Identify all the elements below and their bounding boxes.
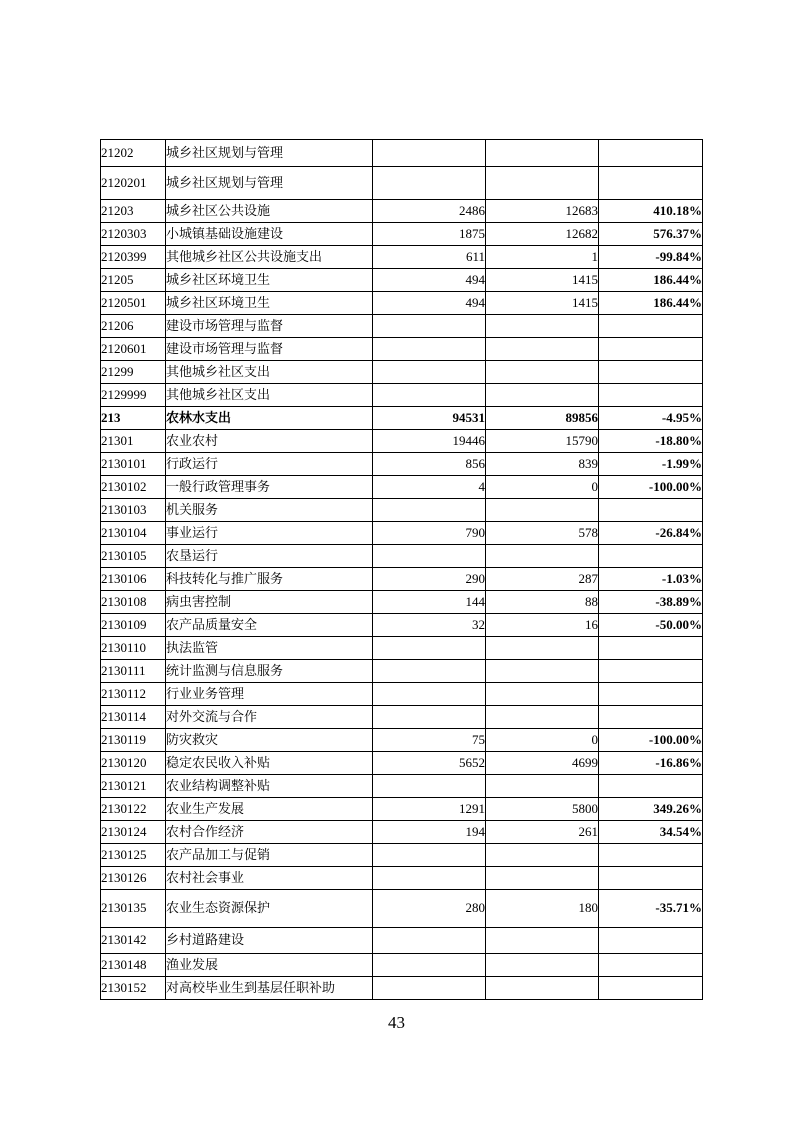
- code-cell: 2130124: [101, 821, 166, 844]
- table-row: [101, 977, 703, 1000]
- table-row: [101, 706, 703, 729]
- table-row: [101, 752, 703, 775]
- prev-value-cell: 856: [373, 453, 486, 476]
- pct-change-cell: -35.71%: [599, 890, 703, 928]
- code-cell: 21202: [101, 140, 166, 167]
- prev-value-cell: [373, 660, 486, 683]
- pct-change-cell: -99.84%: [599, 246, 703, 269]
- prev-value-cell: 4: [373, 476, 486, 499]
- code-cell: 2130142: [101, 928, 166, 954]
- code-cell: 2130112: [101, 683, 166, 706]
- pct-change-cell: [599, 977, 703, 1000]
- pct-change-cell: 186.44%: [599, 292, 703, 315]
- pct-change-cell: [599, 499, 703, 522]
- curr-value-cell: 88: [486, 591, 599, 614]
- pct-change-cell: -38.89%: [599, 591, 703, 614]
- curr-value-cell: 0: [486, 476, 599, 499]
- pct-change-cell: [599, 683, 703, 706]
- curr-value-cell: [486, 660, 599, 683]
- pct-change-cell: -100.00%: [599, 729, 703, 752]
- item-name-cell: 农村社会事业: [166, 867, 373, 890]
- item-name-cell: 其他城乡社区支出: [166, 384, 373, 407]
- pct-change-cell: -4.95%: [599, 407, 703, 430]
- pct-change-cell: [599, 775, 703, 798]
- code-cell: 2130101: [101, 453, 166, 476]
- pct-change-cell: [599, 954, 703, 977]
- prev-value-cell: [373, 361, 486, 384]
- prev-value-cell: 194: [373, 821, 486, 844]
- item-name-cell: 对高校毕业生到基层任职补助: [166, 977, 373, 1000]
- code-cell: 2130110: [101, 637, 166, 660]
- table-row: [101, 361, 703, 384]
- code-cell: 2130111: [101, 660, 166, 683]
- pct-change-cell: -16.86%: [599, 752, 703, 775]
- item-name-cell: 农业生态资源保护: [166, 890, 373, 928]
- prev-value-cell: 494: [373, 292, 486, 315]
- code-cell: 2130104: [101, 522, 166, 545]
- code-cell: 2120601: [101, 338, 166, 361]
- curr-value-cell: [486, 167, 599, 200]
- curr-value-cell: 4699: [486, 752, 599, 775]
- item-name-cell: 建设市场管理与监督: [166, 315, 373, 338]
- item-name-cell: 农林水支出: [166, 407, 373, 430]
- table-row: [101, 269, 703, 292]
- curr-value-cell: [486, 844, 599, 867]
- item-name-cell: 行业业务管理: [166, 683, 373, 706]
- code-cell: 2130105: [101, 545, 166, 568]
- code-cell: 2130122: [101, 798, 166, 821]
- curr-value-cell: 5800: [486, 798, 599, 821]
- prev-value-cell: 94531: [373, 407, 486, 430]
- budget-table: [100, 139, 703, 1000]
- item-name-cell: 一般行政管理事务: [166, 476, 373, 499]
- pct-change-cell: [599, 545, 703, 568]
- pct-change-cell: 34.54%: [599, 821, 703, 844]
- table-row: [101, 545, 703, 568]
- item-name-cell: 渔业发展: [166, 954, 373, 977]
- budget-table-body: [101, 140, 703, 1000]
- curr-value-cell: [486, 954, 599, 977]
- curr-value-cell: 1415: [486, 292, 599, 315]
- table-row: [101, 476, 703, 499]
- pct-change-cell: 410.18%: [599, 200, 703, 223]
- item-name-cell: 农业结构调整补贴: [166, 775, 373, 798]
- prev-value-cell: [373, 338, 486, 361]
- curr-value-cell: [486, 977, 599, 1000]
- item-name-cell: 统计监测与信息服务: [166, 660, 373, 683]
- prev-value-cell: [373, 928, 486, 954]
- code-cell: 2130121: [101, 775, 166, 798]
- prev-value-cell: [373, 384, 486, 407]
- item-name-cell: 小城镇基础设施建设: [166, 223, 373, 246]
- item-name-cell: 对外交流与合作: [166, 706, 373, 729]
- table-row: [101, 246, 703, 269]
- prev-value-cell: 2486: [373, 200, 486, 223]
- prev-value-cell: 790: [373, 522, 486, 545]
- curr-value-cell: [486, 775, 599, 798]
- pct-change-cell: -1.03%: [599, 568, 703, 591]
- table-row: [101, 522, 703, 545]
- prev-value-cell: [373, 545, 486, 568]
- item-name-cell: 乡村道路建设: [166, 928, 373, 954]
- code-cell: 2130119: [101, 729, 166, 752]
- pct-change-cell: -18.80%: [599, 430, 703, 453]
- code-cell: 2130148: [101, 954, 166, 977]
- item-name-cell: 科技转化与推广服务: [166, 568, 373, 591]
- item-name-cell: 农业农村: [166, 430, 373, 453]
- curr-value-cell: [486, 315, 599, 338]
- curr-value-cell: [486, 637, 599, 660]
- code-cell: 21301: [101, 430, 166, 453]
- item-name-cell: 机关服务: [166, 499, 373, 522]
- pct-change-cell: [599, 361, 703, 384]
- table-row: [101, 223, 703, 246]
- curr-value-cell: 12683: [486, 200, 599, 223]
- code-cell: 2130152: [101, 977, 166, 1000]
- table-row: [101, 568, 703, 591]
- code-cell: 2120201: [101, 167, 166, 200]
- code-cell: 21299: [101, 361, 166, 384]
- pct-change-cell: [599, 928, 703, 954]
- prev-value-cell: [373, 167, 486, 200]
- curr-value-cell: 0: [486, 729, 599, 752]
- curr-value-cell: 578: [486, 522, 599, 545]
- prev-value-cell: [373, 315, 486, 338]
- prev-value-cell: 144: [373, 591, 486, 614]
- table-row: [101, 384, 703, 407]
- item-name-cell: 城乡社区环境卫生: [166, 292, 373, 315]
- pct-change-cell: 576.37%: [599, 223, 703, 246]
- curr-value-cell: 287: [486, 568, 599, 591]
- code-cell: 21206: [101, 315, 166, 338]
- prev-value-cell: 1291: [373, 798, 486, 821]
- prev-value-cell: [373, 867, 486, 890]
- table-row: [101, 867, 703, 890]
- item-name-cell: 行政运行: [166, 453, 373, 476]
- code-cell: 2120399: [101, 246, 166, 269]
- item-name-cell: 其他城乡社区公共设施支出: [166, 246, 373, 269]
- item-name-cell: 稳定农民收入补贴: [166, 752, 373, 775]
- prev-value-cell: [373, 683, 486, 706]
- curr-value-cell: 1415: [486, 269, 599, 292]
- curr-value-cell: [486, 706, 599, 729]
- table-row: [101, 637, 703, 660]
- item-name-cell: 城乡社区环境卫生: [166, 269, 373, 292]
- code-cell: 2130125: [101, 844, 166, 867]
- item-name-cell: 建设市场管理与监督: [166, 338, 373, 361]
- curr-value-cell: 1: [486, 246, 599, 269]
- item-name-cell: 农业生产发展: [166, 798, 373, 821]
- curr-value-cell: 261: [486, 821, 599, 844]
- pct-change-cell: [599, 140, 703, 167]
- code-cell: 2130102: [101, 476, 166, 499]
- pct-change-cell: -1.99%: [599, 453, 703, 476]
- prev-value-cell: 611: [373, 246, 486, 269]
- curr-value-cell: [486, 338, 599, 361]
- prev-value-cell: 5652: [373, 752, 486, 775]
- code-cell: 2130126: [101, 867, 166, 890]
- prev-value-cell: 19446: [373, 430, 486, 453]
- table-row: [101, 844, 703, 867]
- pct-change-cell: -26.84%: [599, 522, 703, 545]
- table-row: [101, 430, 703, 453]
- pct-change-cell: [599, 637, 703, 660]
- prev-value-cell: 494: [373, 269, 486, 292]
- pct-change-cell: -50.00%: [599, 614, 703, 637]
- curr-value-cell: 15790: [486, 430, 599, 453]
- table-row: [101, 683, 703, 706]
- table-row: [101, 614, 703, 637]
- table-row: [101, 140, 703, 167]
- prev-value-cell: [373, 140, 486, 167]
- pct-change-cell: 186.44%: [599, 269, 703, 292]
- table-row: [101, 954, 703, 977]
- pct-change-cell: [599, 867, 703, 890]
- code-cell: 2130106: [101, 568, 166, 591]
- pct-change-cell: [599, 706, 703, 729]
- code-cell: 2130135: [101, 890, 166, 928]
- curr-value-cell: 839: [486, 453, 599, 476]
- code-cell: 21205: [101, 269, 166, 292]
- page-number: 43: [388, 1013, 405, 1032]
- table-row: [101, 200, 703, 223]
- curr-value-cell: 89856: [486, 407, 599, 430]
- table-row: [101, 928, 703, 954]
- item-name-cell: 城乡社区公共设施: [166, 200, 373, 223]
- pct-change-cell: [599, 384, 703, 407]
- table-row: [101, 798, 703, 821]
- prev-value-cell: [373, 954, 486, 977]
- prev-value-cell: 32: [373, 614, 486, 637]
- table-row: [101, 167, 703, 200]
- table-row: [101, 890, 703, 928]
- item-name-cell: 农垦运行: [166, 545, 373, 568]
- code-cell: 2120501: [101, 292, 166, 315]
- prev-value-cell: 1875: [373, 223, 486, 246]
- prev-value-cell: [373, 499, 486, 522]
- prev-value-cell: [373, 637, 486, 660]
- table-row: [101, 292, 703, 315]
- curr-value-cell: 180: [486, 890, 599, 928]
- pct-change-cell: 349.26%: [599, 798, 703, 821]
- table-row: [101, 821, 703, 844]
- code-cell: 2130114: [101, 706, 166, 729]
- table-row: [101, 315, 703, 338]
- code-cell: 21203: [101, 200, 166, 223]
- prev-value-cell: [373, 977, 486, 1000]
- pct-change-cell: [599, 315, 703, 338]
- code-cell: 2130108: [101, 591, 166, 614]
- curr-value-cell: [486, 384, 599, 407]
- table-row: [101, 775, 703, 798]
- table-row: [101, 453, 703, 476]
- curr-value-cell: [486, 867, 599, 890]
- item-name-cell: 农产品质量安全: [166, 614, 373, 637]
- prev-value-cell: [373, 775, 486, 798]
- prev-value-cell: 280: [373, 890, 486, 928]
- item-name-cell: 其他城乡社区支出: [166, 361, 373, 384]
- curr-value-cell: [486, 545, 599, 568]
- pct-change-cell: [599, 167, 703, 200]
- code-cell: 2130103: [101, 499, 166, 522]
- curr-value-cell: [486, 499, 599, 522]
- curr-value-cell: [486, 928, 599, 954]
- prev-value-cell: 75: [373, 729, 486, 752]
- curr-value-cell: 16: [486, 614, 599, 637]
- item-name-cell: 农村合作经济: [166, 821, 373, 844]
- curr-value-cell: 12682: [486, 223, 599, 246]
- code-cell: 2129999: [101, 384, 166, 407]
- code-cell: 213: [101, 407, 166, 430]
- item-name-cell: 防灾救灾: [166, 729, 373, 752]
- code-cell: 2120303: [101, 223, 166, 246]
- prev-value-cell: [373, 706, 486, 729]
- item-name-cell: 病虫害控制: [166, 591, 373, 614]
- curr-value-cell: [486, 683, 599, 706]
- code-cell: 2130109: [101, 614, 166, 637]
- pct-change-cell: [599, 338, 703, 361]
- item-name-cell: 农产品加工与促销: [166, 844, 373, 867]
- item-name-cell: 执法监管: [166, 637, 373, 660]
- curr-value-cell: [486, 361, 599, 384]
- item-name-cell: 城乡社区规划与管理: [166, 140, 373, 167]
- table-row: [101, 591, 703, 614]
- prev-value-cell: 290: [373, 568, 486, 591]
- item-name-cell: 事业运行: [166, 522, 373, 545]
- pct-change-cell: -100.00%: [599, 476, 703, 499]
- curr-value-cell: [486, 140, 599, 167]
- code-cell: 2130120: [101, 752, 166, 775]
- table-row: [101, 660, 703, 683]
- prev-value-cell: [373, 844, 486, 867]
- table-row: [101, 729, 703, 752]
- pct-change-cell: [599, 844, 703, 867]
- pct-change-cell: [599, 660, 703, 683]
- table-row: [101, 338, 703, 361]
- item-name-cell: 城乡社区规划与管理: [166, 167, 373, 200]
- table-row: [101, 499, 703, 522]
- table-row: [101, 407, 703, 430]
